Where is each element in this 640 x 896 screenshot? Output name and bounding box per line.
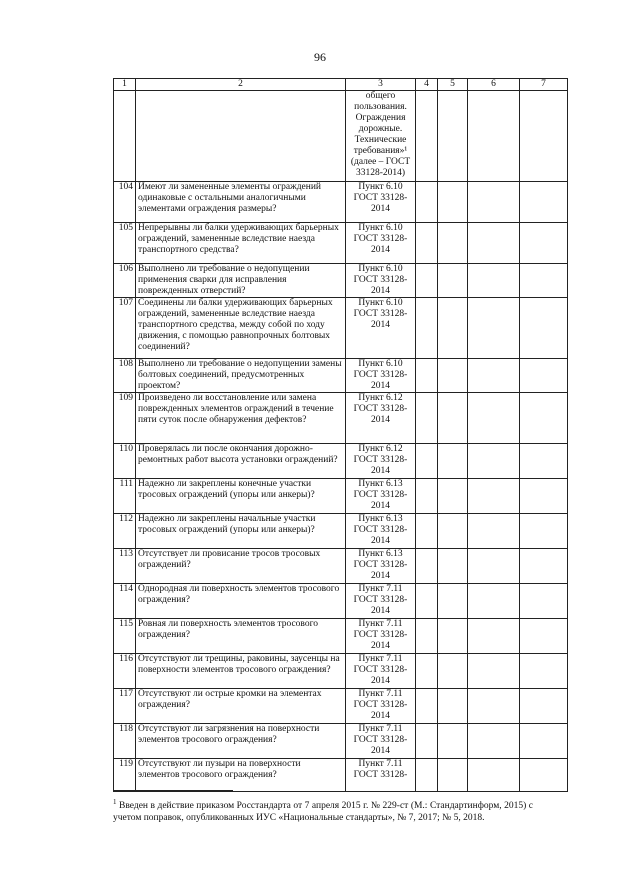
empty-cell xyxy=(520,264,568,298)
empty-cell xyxy=(468,654,520,689)
empty-cell xyxy=(468,298,520,359)
empty-cell xyxy=(438,298,468,359)
question-cell: Выполнено ли требование о недопущении применения сварки для исправления поврежденных отверстий? xyxy=(136,264,346,298)
table-row xyxy=(114,393,568,444)
empty-cell xyxy=(520,689,568,724)
question-cell: Ровная ли поверхность элементов тросового ограждения? xyxy=(136,619,346,654)
table-row xyxy=(114,298,568,359)
reference-cell: Пункт 6.10 ГОСТ 33128-2014 xyxy=(346,223,416,264)
row-number: 113 xyxy=(114,549,136,584)
empty-cell xyxy=(416,264,438,298)
empty-cell xyxy=(416,724,438,759)
empty-cell xyxy=(438,514,468,549)
question-cell: Надежно ли закреплены конечные участки тросовых ограждений (упоры или анкеры)? xyxy=(136,479,346,514)
empty-cell xyxy=(520,654,568,689)
empty-cell xyxy=(416,549,438,584)
empty-cell xyxy=(416,514,438,549)
column-header: 3 xyxy=(346,79,416,91)
empty-cell xyxy=(520,759,568,792)
footnote-marker: 1 xyxy=(113,798,117,806)
checklist-table xyxy=(113,78,568,792)
empty-cell xyxy=(520,444,568,479)
footnote-divider xyxy=(113,790,233,791)
empty-cell xyxy=(520,298,568,359)
empty-cell xyxy=(520,91,568,182)
table-row xyxy=(114,549,568,584)
table-row xyxy=(114,182,568,223)
reference-cell: Пункт 6.12 ГОСТ 33128-2014 xyxy=(346,393,416,444)
row-number: 105 xyxy=(114,223,136,264)
empty-cell xyxy=(520,182,568,223)
header-row xyxy=(114,79,568,91)
table-row xyxy=(114,689,568,724)
empty-cell xyxy=(438,549,468,584)
empty-cell xyxy=(468,619,520,654)
empty-cell xyxy=(520,514,568,549)
table-row xyxy=(114,724,568,759)
empty-cell xyxy=(468,444,520,479)
row-number: 114 xyxy=(114,584,136,619)
row-number: 107 xyxy=(114,298,136,359)
empty-cell xyxy=(438,91,468,182)
empty-cell xyxy=(438,759,468,792)
reference-cell: Пункт 7.11 ГОСТ 33128-2014 xyxy=(346,724,416,759)
question-cell xyxy=(136,91,346,182)
column-header: 5 xyxy=(438,79,468,91)
empty-cell xyxy=(468,689,520,724)
reference-cell: Пункт 6.10 ГОСТ 33128-2014 xyxy=(346,359,416,393)
reference-cell: Пункт 7.11 ГОСТ 33128-2014 xyxy=(346,584,416,619)
empty-cell xyxy=(468,479,520,514)
reference-cell: Пункт 6.10 ГОСТ 33128-2014 xyxy=(346,298,416,359)
empty-cell xyxy=(468,393,520,444)
empty-cell xyxy=(416,393,438,444)
row-number: 116 xyxy=(114,654,136,689)
reference-cell: Пункт 6.10 ГОСТ 33128-2014 xyxy=(346,182,416,223)
row-number: 108 xyxy=(114,359,136,393)
empty-cell xyxy=(438,223,468,264)
column-header: 6 xyxy=(468,79,520,91)
question-cell: Отсутствуют ли пузыри на поверхности элементов тросового ограждения? xyxy=(136,759,346,792)
question-cell: Надежно ли закреплены начальные участки тросовых ограждений (упоры или анкеры)? xyxy=(136,514,346,549)
column-header: 2 xyxy=(136,79,346,91)
empty-cell xyxy=(416,689,438,724)
reference-cell: Пункт 6.10 ГОСТ 33128-2014 xyxy=(346,264,416,298)
reference-cell: Пункт 6.13 ГОСТ 33128-2014 xyxy=(346,549,416,584)
reference-cell: Пункт 6.13 ГОСТ 33128-2014 xyxy=(346,514,416,549)
question-cell: Отсутствуют ли острые кромки на элементах ограждения? xyxy=(136,689,346,724)
empty-cell xyxy=(520,724,568,759)
empty-cell xyxy=(438,619,468,654)
table-row xyxy=(114,359,568,393)
row-number: 110 xyxy=(114,444,136,479)
question-cell: Однородная ли поверхность элементов тросового ограждения? xyxy=(136,584,346,619)
footnote-text: Введен в действие приказом Росстандарта от 7 апреля 2015 г. № 229-ст (М.: Стандартинформ, 2015) с учетом поправок, опубликованных ИУС «Национальные стандарты», № 7, 2017; № 5, 2018. xyxy=(113,801,534,824)
reference-cell: Пункт 7.11 ГОСТ 33128- xyxy=(346,759,416,792)
empty-cell xyxy=(416,444,438,479)
table-row xyxy=(114,444,568,479)
question-cell: Непрерывны ли балки удерживающих барьерных ограждений, замененные вследствие наезда транспортного средства? xyxy=(136,223,346,264)
reference-cell: Пункт 6.13 ГОСТ 33128-2014 xyxy=(346,479,416,514)
empty-cell xyxy=(468,91,520,182)
empty-cell xyxy=(438,182,468,223)
column-header: 7 xyxy=(520,79,568,91)
empty-cell xyxy=(438,724,468,759)
empty-cell xyxy=(520,619,568,654)
empty-cell xyxy=(416,619,438,654)
question-cell: Отсутствуют ли трещины, раковины, заусенцы на поверхности элементов тросового ограждения? xyxy=(136,654,346,689)
table-row xyxy=(114,759,568,792)
row-number xyxy=(114,91,136,182)
empty-cell xyxy=(416,759,438,792)
reference-cell: Пункт 7.11 ГОСТ 33128-2014 xyxy=(346,619,416,654)
empty-cell xyxy=(438,479,468,514)
question-cell: Имеют ли замененные элементы ограждений одинаковые с остальными аналогичными элементами ограждения размеры? xyxy=(136,182,346,223)
row-number: 119 xyxy=(114,759,136,792)
empty-cell xyxy=(416,298,438,359)
row-number: 117 xyxy=(114,689,136,724)
column-header: 1 xyxy=(114,79,136,91)
empty-cell xyxy=(416,182,438,223)
empty-cell xyxy=(416,223,438,264)
column-header: 4 xyxy=(416,79,438,91)
empty-cell xyxy=(416,654,438,689)
empty-cell xyxy=(468,549,520,584)
empty-cell xyxy=(468,264,520,298)
table-row xyxy=(114,264,568,298)
empty-cell xyxy=(468,724,520,759)
table-row xyxy=(114,223,568,264)
empty-cell xyxy=(468,584,520,619)
row-number: 118 xyxy=(114,724,136,759)
empty-cell xyxy=(438,584,468,619)
table-row xyxy=(114,514,568,549)
reference-cell: Пункт 6.12 ГОСТ 33128-2014 xyxy=(346,444,416,479)
reference-cell: Пункт 7.11 ГОСТ 33128-2014 xyxy=(346,689,416,724)
row-number: 115 xyxy=(114,619,136,654)
empty-cell xyxy=(438,654,468,689)
table-row xyxy=(114,654,568,689)
question-cell: Выполнено ли требование о недопущении замены болтовых соединений, предусмотренных проектом? xyxy=(136,359,346,393)
empty-cell xyxy=(520,584,568,619)
empty-cell xyxy=(468,223,520,264)
empty-cell xyxy=(468,514,520,549)
empty-cell xyxy=(468,759,520,792)
empty-cell xyxy=(416,91,438,182)
empty-cell xyxy=(468,182,520,223)
row-number: 106 xyxy=(114,264,136,298)
table-row xyxy=(114,584,568,619)
empty-cell xyxy=(438,264,468,298)
question-cell: Отсутствует ли провисание тросов тросовых ограждений? xyxy=(136,549,346,584)
question-cell: Отсутствуют ли загрязнения на поверхности элементов тросового ограждения? xyxy=(136,724,346,759)
empty-cell xyxy=(520,479,568,514)
empty-cell xyxy=(438,359,468,393)
empty-cell xyxy=(416,479,438,514)
table-row xyxy=(114,91,568,182)
page-number: 96 xyxy=(314,50,326,64)
question-cell: Произведено ли восстановление или замена поврежденных элементов ограждений в течение пяти суток после обнаружения дефектов? xyxy=(136,393,346,444)
reference-cell: общего пользования. Ограждения дорожные. Технические требования»¹ (далее – ГОСТ 33128-2014) xyxy=(346,91,416,182)
empty-cell xyxy=(416,584,438,619)
empty-cell xyxy=(438,689,468,724)
question-cell: Проверялась ли после окончания дорожно-ремонтных работ высота установки ограждений? xyxy=(136,444,346,479)
empty-cell xyxy=(520,359,568,393)
row-number: 112 xyxy=(114,514,136,549)
reference-cell: Пункт 7.11 ГОСТ 33128-2014 xyxy=(346,654,416,689)
row-number: 109 xyxy=(114,393,136,444)
empty-cell xyxy=(520,223,568,264)
footnote xyxy=(113,796,533,824)
row-number: 104 xyxy=(114,182,136,223)
table-row xyxy=(114,619,568,654)
table-row xyxy=(114,479,568,514)
empty-cell xyxy=(438,393,468,444)
empty-cell xyxy=(468,359,520,393)
empty-cell xyxy=(416,359,438,393)
empty-cell xyxy=(520,549,568,584)
question-cell: Соединены ли балки удерживающих барьерных ограждений, замененные вследствие наезда транспортного средства, между собой по ходу движения, с помощью равнопрочных болтовых соединений? xyxy=(136,298,346,359)
empty-cell xyxy=(520,393,568,444)
row-number: 111 xyxy=(114,479,136,514)
empty-cell xyxy=(438,444,468,479)
